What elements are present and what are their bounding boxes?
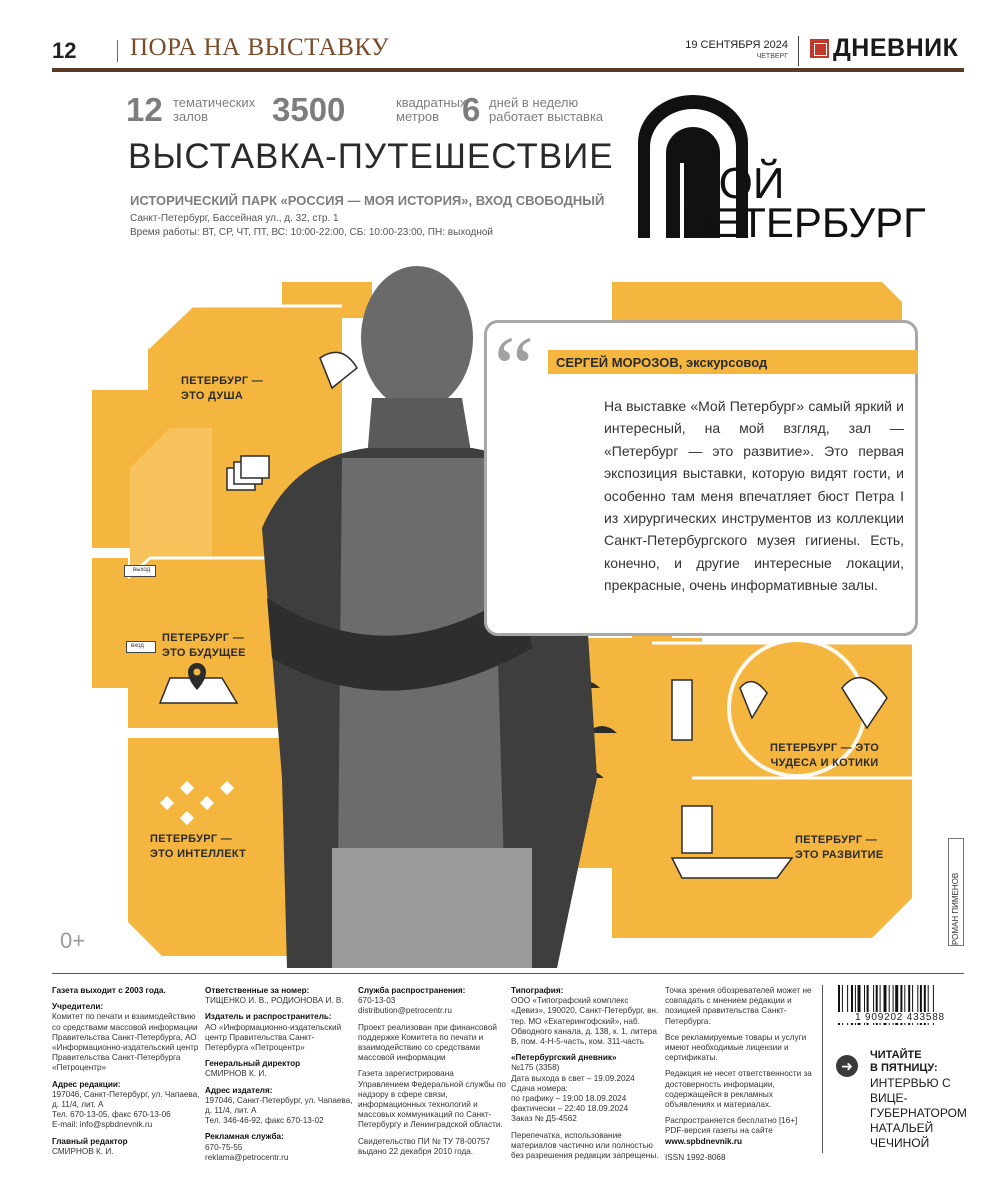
- footer-rule: [52, 973, 964, 974]
- registration-note: Газета зарегистрирована Управлением Федеральной службы по надзору в сфере связи, информационных технологий и массовых коммуникаций по Санкт-Петербургу и Ленинградской области.: [358, 1069, 506, 1130]
- stat-area-label: квадратных метров: [396, 95, 467, 124]
- zone-label-future-line1: ПЕТЕРБУРГ —: [162, 632, 245, 644]
- zone-label-soul-line2: ЭТО ДУША: [181, 390, 244, 402]
- next-issue-heading: [870, 1049, 938, 1075]
- publisher-phone: Тел. 346-46-92, факс 670-13-02: [205, 1116, 324, 1126]
- next-issue-heading-line2: В ПЯТНИЦУ:: [870, 1062, 938, 1074]
- barcode-number: 1 909202 433588: [836, 1012, 964, 1023]
- imprint-column-5: [665, 986, 815, 1163]
- exit-sign: выход: [124, 565, 156, 577]
- ads-email: reklama@petrocentr.ru: [205, 1152, 289, 1162]
- distribution-email: distribution@petrocentr.ru: [358, 1006, 452, 1016]
- quote-mark-icon: “: [494, 319, 534, 418]
- reprint-note: Перепечатка, использование материалов частично или полностью без разрешения редакции запрещены.: [511, 1130, 659, 1161]
- header-divider: [117, 40, 118, 62]
- publisher: АО «Информационно-издательский центр Правительства Санкт-Петербурга «Петроцентр»: [205, 1022, 342, 1053]
- certificate-note: Свидетельство ПИ № ТУ 78-00757 выдано 22 декабря 2010 года.: [358, 1136, 490, 1156]
- issue-heading: «Петербургский дневник»: [511, 1053, 617, 1063]
- zone-label-intellect-line2: ЭТО ИНТЕЛЛЕКТ: [150, 848, 247, 860]
- quote-author-name: СЕРГЕЙ МОРОЗОВ,: [556, 355, 683, 370]
- zone-label-future-line2: ЭТО БУДУЩЕЕ: [162, 647, 246, 659]
- director: СМИРНОВ К. И.: [205, 1069, 267, 1079]
- signed-actual: фактически – 22:40 18.09.2024: [511, 1104, 629, 1114]
- building-icon: [672, 680, 692, 740]
- zone-label-soul-line1: ПЕТЕРБУРГ —: [181, 375, 264, 387]
- distribution-phone: 670-13-03: [358, 996, 396, 1006]
- quote-author: [556, 355, 767, 370]
- order-number: Заказ № Д5-4562: [511, 1114, 577, 1124]
- opinion-note: Точка зрения обозревателей может не совпадать с мнением редакции и позицией правительства Санкт-Петербурга.: [665, 986, 812, 1026]
- editorial-address-heading: Адрес редакции:: [52, 1079, 121, 1089]
- header-divider-2: [798, 36, 799, 66]
- arrow-right-icon: ➜: [836, 1055, 858, 1077]
- signed-heading: Сдача номера:: [511, 1083, 568, 1093]
- quote-text: На выставке «Мой Петербург» самый яркий и интересный, на мой взгляд, зал — «Петербург — это развитие». Это первая экспозиция выставки, которую видят гости, и особенно там меня впечатляет бюст Петра I из хирургических инструментов из коллекции Санкт-Петербургского музея гигиены. Есть, конечно, и другие интересные локации, прекрасные, очень информативные залы.: [604, 398, 904, 594]
- since-line: Газета выходит с 2003 года.: [52, 986, 166, 995]
- page-number: 12: [52, 38, 77, 63]
- zone-label-wonders-line1: ПЕТЕРБУРГ — ЭТО: [770, 742, 880, 754]
- ads-phone: 670-75-55: [205, 1142, 243, 1152]
- next-issue-heading-line1: ЧИТАЙТЕ: [870, 1049, 922, 1061]
- zone-label-development: [795, 833, 884, 863]
- next-issue-teaser: ИНТЕРВЬЮ С ВИЦЕ-ГУБЕРНАТОРОМ НАТАЛЬЕЙ ЧЕЧИНОЙ: [870, 1076, 967, 1150]
- newspaper-logo: ДНЕВНИК: [833, 34, 959, 62]
- issue-date: 19 СЕНТЯБРЯ 2024: [685, 39, 788, 51]
- publisher-address-heading: Адрес издателя:: [205, 1085, 273, 1095]
- footer-divider: [822, 985, 823, 1153]
- issue-number: №175 (3358): [511, 1063, 560, 1073]
- stat-days-label: дней в неделю работает выставка: [489, 95, 604, 124]
- printing-heading: Типография:: [511, 986, 564, 995]
- chief-editor-heading: Главный редактор: [52, 1136, 128, 1146]
- opening-hours: Время работы: ВТ, СР, ЧТ, ПТ, ВС: 10:00-22:00, СБ: 10:00-23:00, ПН: выходной: [130, 227, 493, 238]
- signed-scheduled: по графику – 19:00 18.09.2024: [511, 1094, 627, 1104]
- responsible: ТИЩЕНКО И. В., РОДИОНОВА И. В.: [205, 996, 344, 1006]
- chief-editor: СМИРНОВ К. И.: [52, 1146, 114, 1156]
- newspaper-emblem-icon: [810, 39, 829, 58]
- article-title: ВЫСТАВКА-ПУТЕШЕСТВИЕ: [128, 137, 614, 176]
- exhibition-logo: [636, 95, 926, 246]
- imprint-column-2: [205, 986, 353, 1163]
- stat-halls-number: 12: [126, 91, 163, 128]
- venue: ИСТОРИЧЕСКИЙ ПАРК «РОССИЯ — МОЯ ИСТОРИЯ», ВХОД СВОБОДНЫЙ: [130, 193, 605, 208]
- editorial-email: E-mail: info@spbdnevnik.ru: [52, 1120, 153, 1130]
- zone-label-development-line2: ЭТО РАЗВИТИЕ: [795, 849, 884, 861]
- zone-label-wonders: [770, 741, 879, 771]
- imprint-column-4: [511, 986, 659, 1161]
- liability-note: Редакция не несет ответственности за достоверность информации, содержащейся в рекламных объявлениях и материалах.: [665, 1069, 812, 1110]
- printing-house: ООО «Типографский комплекс «Девиз», 190020, Санкт-Петербург, вн. тер. МО «Екатерингофский», наб. Обводного канала, д. 138, к. 1, литера В, пом. 4-Н-5-часть, ком. 311-часть: [511, 996, 659, 1047]
- website-link[interactable]: www.spbdnevnik.ru: [665, 1136, 743, 1146]
- header-rule: [52, 68, 964, 72]
- venue-address: Санкт-Петербург, Бассейная ул., д. 32, стр. 1: [130, 213, 339, 224]
- publisher-heading: Издатель и распространитель:: [205, 1012, 332, 1022]
- distribution-heading: Служба распространения:: [358, 986, 466, 995]
- responsible-heading: Ответственные за номер:: [205, 986, 310, 995]
- pdf-note: PDF-версия газеты на сайте: [665, 1126, 773, 1136]
- founders: Комитет по печати и взаимодействию со средствами массовой информации Правительства Санкт-Петербурга, АО «Информационно-издательский центр Правительства Санкт-Петербурга «Петроцентр»: [52, 1012, 199, 1073]
- logo-line-2: ПЕТЕРБУРГ: [682, 199, 926, 246]
- zone-label-development-line1: ПЕТЕРБУРГ —: [795, 834, 878, 846]
- photo-credit: РОМАН ПИМЕНОВ: [951, 872, 960, 945]
- free-note: Распространяется бесплатно [16+]: [665, 1116, 798, 1126]
- release-date: Дата выхода в свет – 19.09.2024: [511, 1073, 635, 1083]
- imprint-column-3: [358, 986, 506, 1157]
- ads-heading: Рекламная служба:: [205, 1132, 284, 1142]
- zone-label-wonders-line2: ЧУДЕСА И КОТИКИ: [770, 757, 879, 769]
- publisher-address: 197046, Санкт-Петербург, ул. Чапаева, д. 11/4, лит. А: [205, 1095, 353, 1116]
- logo-line-1: МОЙ: [682, 159, 785, 208]
- stat-area-number: 3500: [272, 91, 346, 128]
- director-heading: Генеральный директор: [205, 1059, 301, 1069]
- stat-days-number: 6: [462, 91, 481, 128]
- zone-label-intellect-line1: ПЕТЕРБУРГ —: [150, 833, 233, 845]
- zone-label-intellect: [150, 832, 246, 862]
- issn: ISSN 1992-8068: [665, 1152, 726, 1162]
- issue-weekday: ЧЕТВЕРГ: [756, 53, 788, 60]
- license-note: Все рекламируемые товары и услуги имеют необходимые лицензии и сертификаты.: [665, 1032, 807, 1063]
- founders-heading: Учредители:: [52, 1002, 104, 1012]
- stat-halls-label: тематических залов: [173, 95, 256, 124]
- quote-author-role: экскурсовод: [682, 355, 768, 370]
- zone-label-soul: [181, 374, 263, 404]
- zone-label-future: [162, 631, 246, 661]
- age-rating: 0+: [60, 928, 86, 953]
- imprint-column-1: [52, 986, 200, 1157]
- entrance-sign: вход: [126, 641, 156, 653]
- section-title: ПОРА НА ВЫСТАВКУ: [130, 34, 390, 61]
- project-note: Проект реализован при финансовой поддержке Комитета по печати и взаимодействию со средствами массовой информации: [358, 1022, 497, 1063]
- editorial-address: 197046, Санкт-Петербург, ул. Чапаева, д. 11/4, лит. А: [52, 1089, 200, 1110]
- editorial-phone: Тел. 670-13-05, факс 670-13-06: [52, 1110, 171, 1120]
